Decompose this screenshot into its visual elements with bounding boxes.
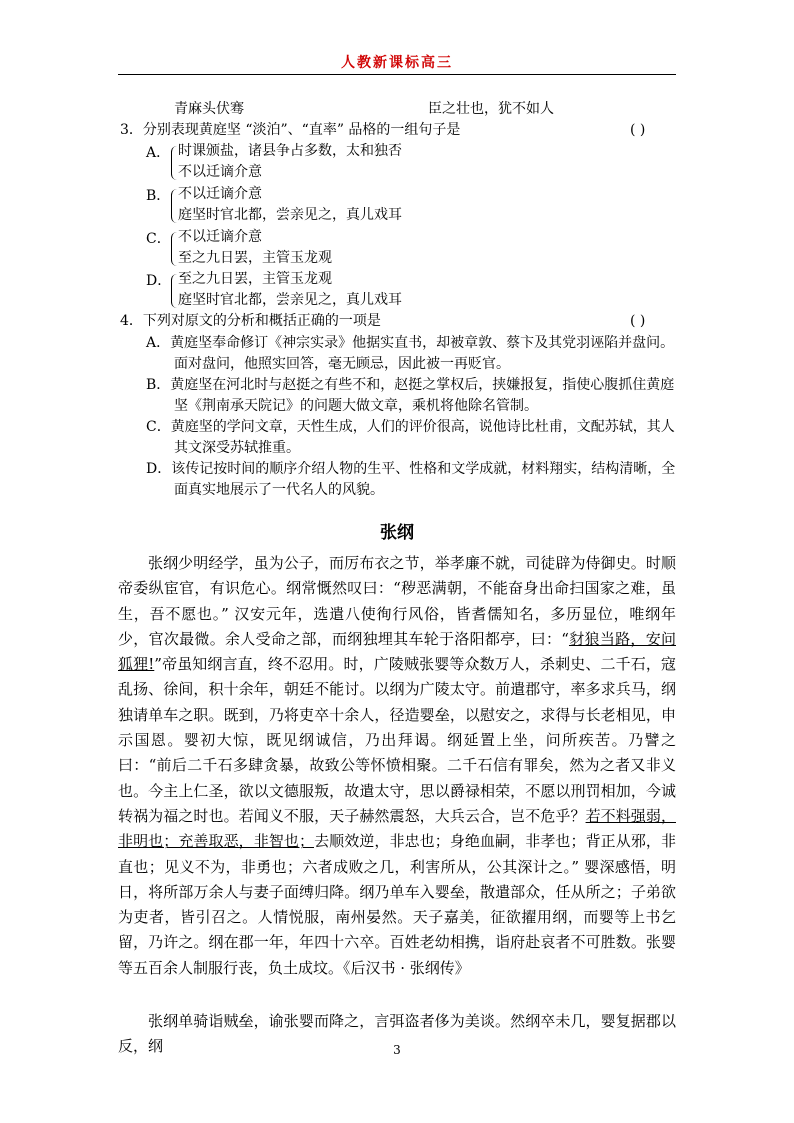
option-line-2: 面对盘问，他照实回答，毫无顾忌，因此被一再贬官。 [174,356,510,372]
option-line-1: 至之九日罢，主管玉龙观 [178,271,332,287]
option-line-2: 坚《荆南承天院记》的问题大做文章，乘机将他除名管制。 [174,398,538,414]
option-line-2: 庭坚时官北都，尝亲见之，真儿戏耳 [178,292,402,308]
q3-answer-paren: ( ) [630,122,646,138]
option-line-1: 时课颁盐，诸县争占多数，太和独否 [178,143,402,159]
option-line-2: 面真实地展示了一代名人的风貌。 [174,482,384,498]
page-number: 3 [393,1043,401,1057]
option-line-1: D．该传记按时间的顺序介绍人物的生平、性格和文学成就，材料翔实，结构清晰，全 [146,461,676,477]
option-line-1: C．黄庭坚的学问文章，天性生成，人们的评价很高，说他诗比杜甫，文配苏轼，其人 [146,419,675,435]
brace [171,232,177,266]
header-title: 人教新课标高三 [341,55,453,71]
underlined-sentence-2: 若不料强弱，非明也；充善取恶，非智也； [118,806,676,851]
option-line-2: 其文深受苏轼推重。 [174,440,300,456]
brace [171,274,177,308]
option-label: D． [146,273,172,289]
option-line-2: 至之九日罢，主管玉龙观 [178,250,332,266]
paragraph-text: 去顺效逆，非忠也；身绝血嗣，非孝也；背正从邪，非直也；见义不为，非勇也；六者成败之几，利害所从，公其深计之。” 婴深感悟，明日，将所部万余人与妻子面缚归降。纲乃单车入婴垒，散遣部众，任从所之；子弟欲为吏者，皆引召之。人情悦服，南州晏然。天子嘉美，征欲擢用纲，而婴等上书乞留，乃许之。纲在郡一年，年四十六卒。百姓老幼相携，诣府赴哀者不可胜数。张婴等五百余人制服行丧，负土成坟。《后汉书 · 张纲传》 [118,832,676,977]
q4-answer-paren: ( ) [630,313,646,329]
underlined-sentence-1: 豺狼当路，安问狐狸! [118,629,676,674]
paragraph-text: 张纲少明经学，虽为公子，而厉布衣之节，举孝廉不就，司徒辟为侍御史。时顺帝委纵宦官，有识危心。纲常慨然叹曰：“秽恶满朝，不能奋身出命扫国家之难，虽生，吾不愿也。” 汉安元年，选遣八使徇行风俗，皆耆儒知名，多历显位，唯纲年少，官次最微。余人受命之部，而纲独埋其车轮于洛阳都亭，曰：“ [118,554,676,648]
q3-stem: 3．分别表现黄庭坚 “淡泊”、“直率” 品格的一组句子是 [120,122,461,138]
option-line-2: 庭坚时官北都，尝亲见之，真儿戏耳 [178,207,402,223]
option-label: B． [146,188,171,204]
top-row-right: 臣之壮也，犹不如人 [428,101,554,117]
page-header [118,52,676,75]
option-label: C． [146,231,171,247]
article-paragraph-2: 张纲单骑诣贼垒，谕张婴而降之，言弭盗者侈为美谈。然纲卒未几，婴复据郡以反，纲 [118,1012,676,1056]
option-line-2: 不以迁谪介意 [178,164,262,180]
top-row-left: 青麻头伏骞 [174,101,244,117]
brace [171,189,177,223]
article-title: 张纲 [380,523,414,543]
option-line-1: B．黄庭坚在河北时与赵挺之有些不和，赵挺之掌权后，挟嫌报复，指使心腹抓住黄庭 [146,377,675,393]
option-line-1: 不以迁谪介意 [178,186,262,202]
article-paragraph-1 [118,551,676,981]
option-line-1: 不以迁谪介意 [178,229,262,245]
option-label: A． [146,145,171,161]
brace [171,146,177,180]
q4-stem: 4．下列对原文的分析和概括正确的一项是 [120,313,381,329]
paragraph-text: ”帝虽知纲言直，终不忍用。时，广陵贼张婴等众数万人，杀刺史、二千石，寇乱扬、徐间，积十余年，朝廷不能讨。以纲为广陵太守。前遣郡守，率多求兵马，纲独请单车之职。既到，乃将吏卒十余人，径造婴垒，以慰安之，求得与长老相见，申示国恩。婴初大惊，既见纲诚信，乃出拜谒。纲延置上坐，问所疾苦。乃譬之曰：“前后二千石多肆贪暴，故致公等怀愤相聚。二千石信有罪矣，然为之者又非义也。今主上仁圣，欲以文德服叛，故遣太守，思以爵禄相荣，不愿以刑罚相加，今诚转祸为福之时也。若闻义不服，天子赫然震怒，大兵云合，岂不危乎？ [118,655,676,825]
option-line-1: A．黄庭坚奉命修订《神宗实录》他据实直书，却被章敦、蔡卞及其党羽诬陷并盘问。 [146,335,675,351]
